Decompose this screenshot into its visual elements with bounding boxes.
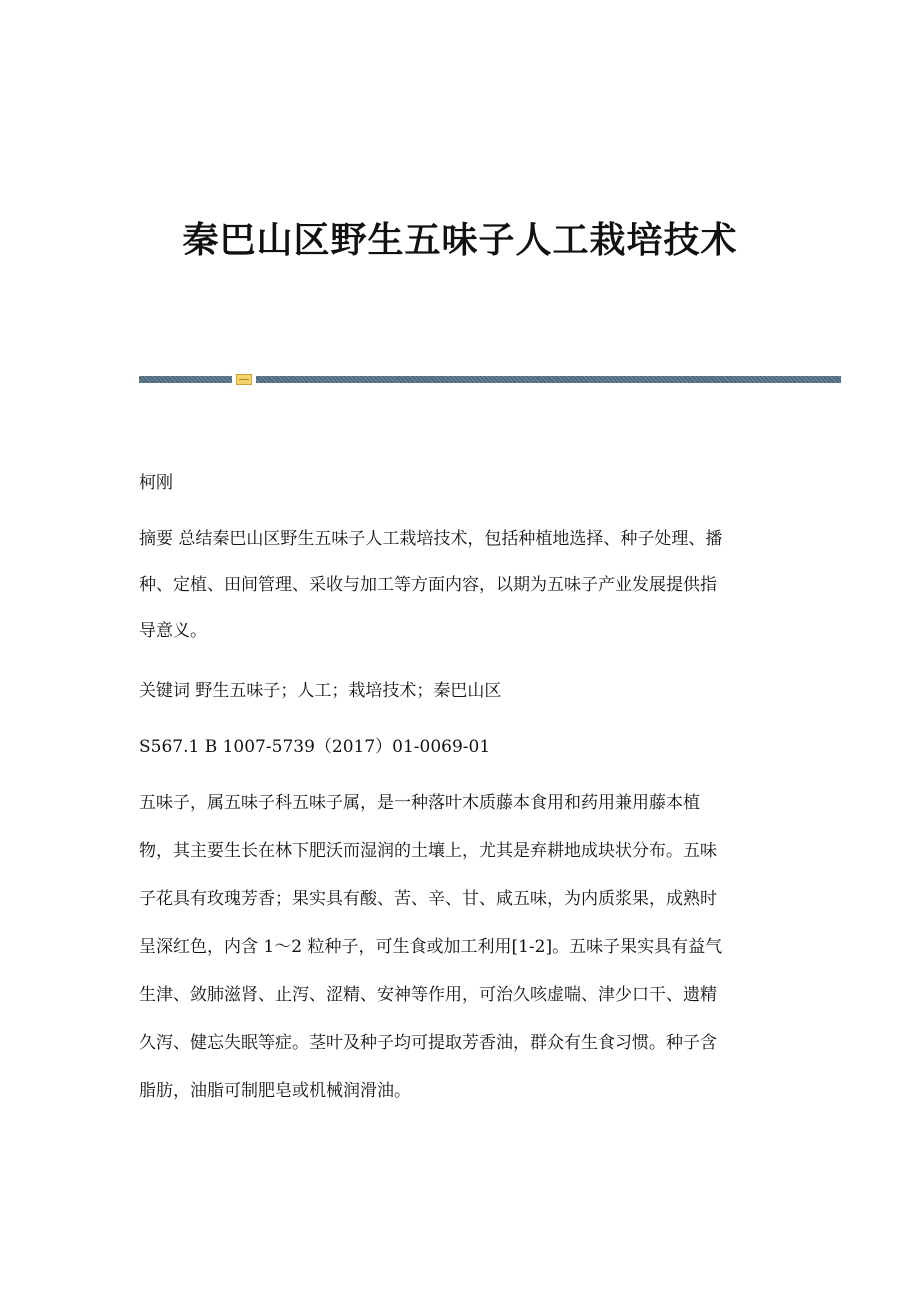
body-line: 物，其主要生长在林下肥沃而湿润的土壤上，尤其是弃耕地成块状分布。五味 <box>139 841 717 861</box>
document-title: 秦巴山区野生五味子人工栽培技术 <box>182 219 738 261</box>
body-line: 呈深红色，内含 1～2 粒种子，可生食或加工利用[1-2]。五味子果实具有益气 <box>139 937 723 957</box>
body-line: 久泻、健忘失眠等症。茎叶及种子均可提取芳香油，群众有生食习惯。种子含 <box>139 1033 717 1053</box>
abstract-line: 种、定植、田间管理、采收与加工等方面内容，以期为五味子产业发展提供指 <box>139 575 717 595</box>
body-line: 生津、敛肺滋肾、止泻、涩精、安神等作用，可治久咳虚喘、津少口干、遗精 <box>139 985 717 1005</box>
divider-ornament-icon <box>236 374 252 385</box>
divider-bar-left <box>139 376 232 383</box>
classification-code: S567.1 B 1007-5739（2017）01-0069-01 <box>139 737 491 757</box>
author-name: 柯刚 <box>139 473 173 493</box>
keywords: 关键词 野生五味子；人工；栽培技术；秦巴山区 <box>139 681 502 701</box>
divider-bar-right <box>256 376 841 383</box>
abstract <box>139 527 789 643</box>
abstract-line: 摘要 总结秦巴山区野生五味子人工栽培技术，包括种植地选择、种子处理、播 <box>139 529 723 549</box>
body-line: 脂肪，油脂可制肥皂或机械润滑油。 <box>139 1081 411 1101</box>
title-divider <box>139 375 841 384</box>
abstract-line: 导意义。 <box>139 621 207 641</box>
body-paragraph <box>139 791 789 1103</box>
body-line: 五味子，属五味子科五味子属，是一种落叶木质藤本食用和药用兼用藤本植 <box>139 793 700 813</box>
body-line: 子花具有玫瑰芳香；果实具有酸、苦、辛、甘、咸五味，为内质浆果，成熟时 <box>139 889 717 909</box>
